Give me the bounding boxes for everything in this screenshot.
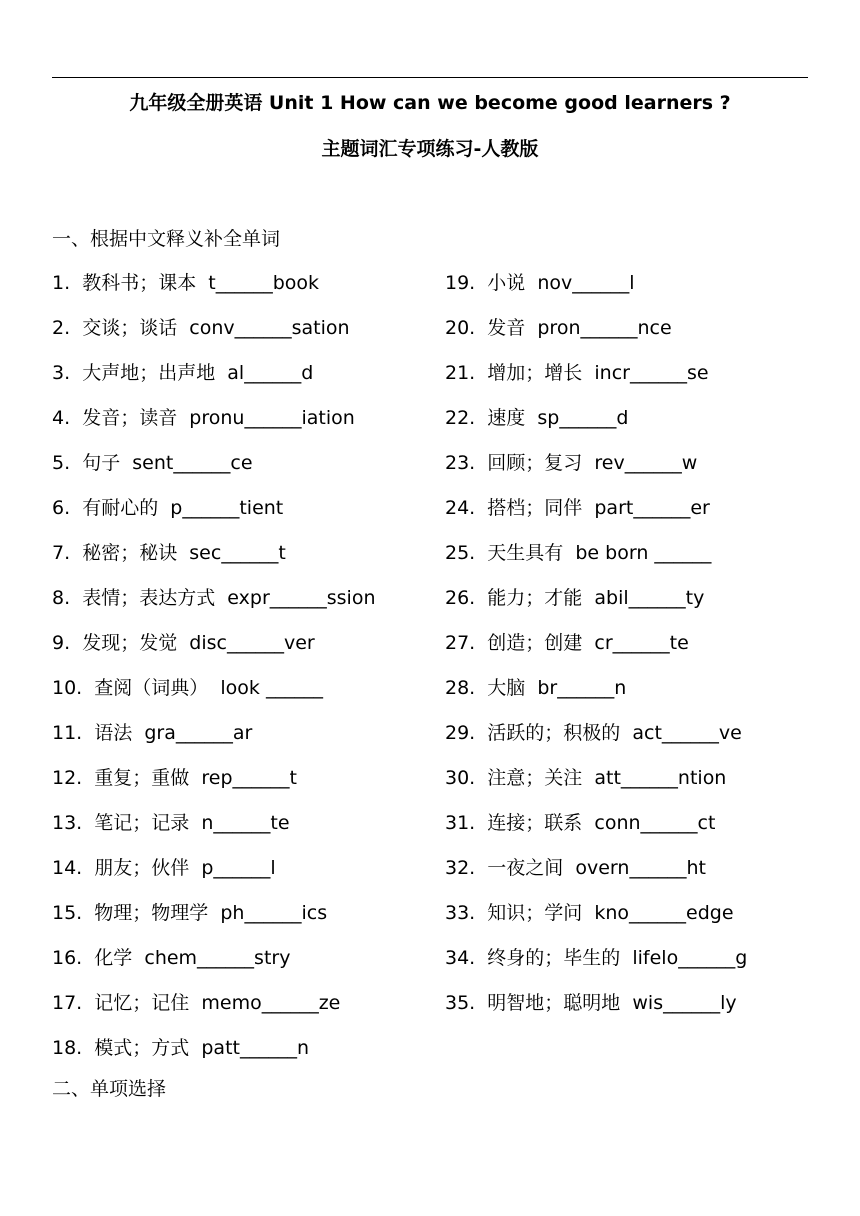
word-item: 24. 搭档；同伴 part______er (445, 497, 710, 519)
word-item: 22. 速度 sp______d (445, 407, 629, 429)
word-item: 17. 记忆；记住 memo______ze (52, 992, 341, 1014)
word-item: 23. 回顾；复习 rev______w (445, 452, 698, 474)
word-item: 14. 朋友；伙伴 p______l (52, 857, 276, 879)
document-subtitle: 主题词汇专项练习-人教版 (321, 138, 539, 160)
word-list-left-column (52, 267, 376, 1077)
word-item: 33. 知识；学问 kno______edge (445, 902, 734, 924)
word-item: 7. 秘密；秘诀 sec______t (52, 542, 286, 564)
word-item: 8. 表情；表达方式 expr______ssion (52, 587, 376, 609)
word-list-right-column (445, 267, 747, 1032)
word-item: 5. 句子 sent______ce (52, 452, 253, 474)
word-item: 29. 活跃的；积极的 act______ve (445, 722, 742, 744)
word-item: 12. 重复；重做 rep______t (52, 767, 297, 789)
section-heading-multiple-choice: 二、单项选择 (52, 1078, 167, 1100)
word-item: 6. 有耐心的 p______tient (52, 497, 284, 519)
document-title: 九年级全册英语 Unit 1 How can we become good learners ? (129, 92, 731, 114)
word-item: 19. 小说 nov______l (445, 272, 635, 294)
word-item: 32. 一夜之间 overn______ht (445, 857, 706, 879)
word-item: 11. 语法 gra______ar (52, 722, 253, 744)
header-rule (52, 77, 808, 78)
word-item: 3. 大声地；出声地 al______d (52, 362, 314, 384)
word-item: 21. 增加；增长 incr______se (445, 362, 709, 384)
word-item: 26. 能力；才能 abil______ty (445, 587, 705, 609)
word-item: 30. 注意；关注 att______ntion (445, 767, 727, 789)
word-item: 34. 终身的；毕生的 lifelo______g (445, 947, 748, 969)
section-heading-fill-in: 一、根据中文释义补全单词 (52, 228, 281, 250)
word-item: 20. 发音 pron______nce (445, 317, 672, 339)
word-item: 4. 发音；读音 pronu______iation (52, 407, 355, 429)
word-item: 15. 物理；物理学 ph______ics (52, 902, 328, 924)
word-item: 35. 明智地；聪明地 wis______ly (445, 992, 737, 1014)
word-item: 16. 化学 chem______stry (52, 947, 291, 969)
word-item: 9. 发现；发觉 disc______ver (52, 632, 315, 654)
word-item: 10. 查阅（词典） look ______ (52, 677, 323, 699)
word-item: 25. 天生具有 be born ______ (445, 542, 712, 564)
word-item: 13. 笔记；记录 n______te (52, 812, 290, 834)
word-item: 2. 交谈；谈话 conv______sation (52, 317, 350, 339)
word-item: 31. 连接；联系 conn______ct (445, 812, 716, 834)
word-item: 1. 教科书；课本 t______book (52, 272, 320, 294)
word-item: 18. 模式；方式 patt______n (52, 1037, 310, 1059)
word-item: 27. 创造；创建 cr______te (445, 632, 689, 654)
word-item: 28. 大脑 br______n (445, 677, 627, 699)
